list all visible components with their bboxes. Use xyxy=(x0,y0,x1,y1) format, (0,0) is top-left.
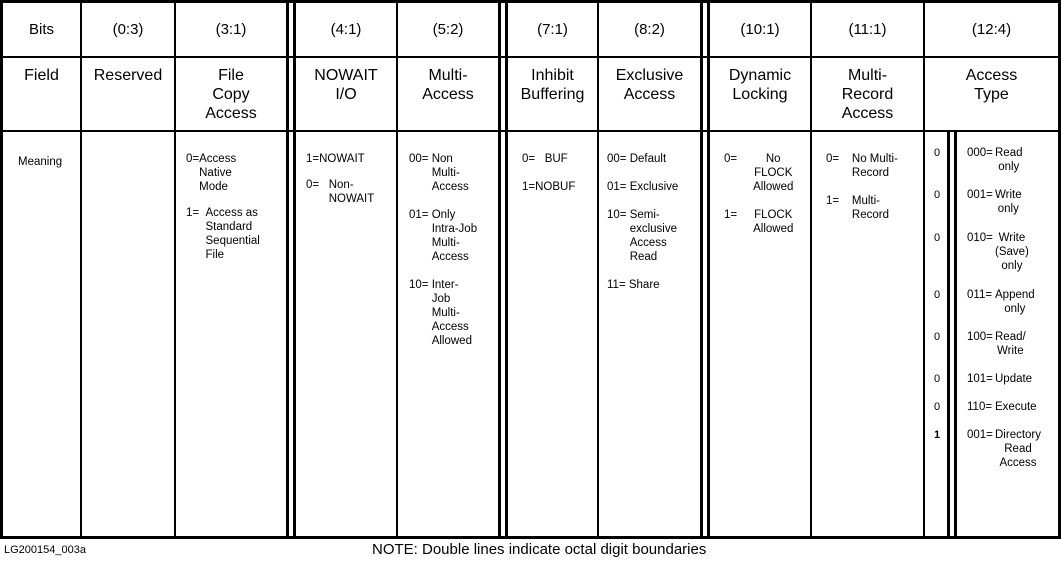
meaning-code: 0= xyxy=(522,153,545,165)
bits-cell: (3:1) xyxy=(215,21,247,38)
field-name: Dynamic Locking xyxy=(728,67,792,103)
field-name: Exclusive Access xyxy=(615,67,684,103)
meaning-entry xyxy=(409,278,497,348)
meaning-code: 10= xyxy=(409,279,432,291)
bits-cell: (0:3) xyxy=(112,21,144,38)
meaning-entry xyxy=(607,152,699,166)
figure-id: LG200154_003a xyxy=(4,544,86,556)
meaning-entry xyxy=(607,208,699,264)
high-bit: 0 xyxy=(934,289,941,301)
bits-cell: (7:1) xyxy=(537,21,568,38)
meaning-entry xyxy=(522,180,596,194)
meaning-entry xyxy=(186,152,284,194)
meaning-entry xyxy=(607,180,699,194)
bits-cell: (8:2) xyxy=(634,21,665,38)
meaning-text: BUF xyxy=(544,153,568,165)
meaning-text: Update xyxy=(995,373,1033,385)
octal-boundary-line xyxy=(947,132,950,537)
meaning-code: 010= xyxy=(967,232,993,244)
meaning-code: 101= xyxy=(967,373,993,385)
meaning-entry xyxy=(607,278,699,292)
bits-cell: (4:1) xyxy=(330,21,362,38)
field-name: Inhibit Buffering xyxy=(520,67,585,103)
high-bit: 0 xyxy=(934,147,941,159)
meaning-code: 001= xyxy=(967,429,993,441)
meaning-code: 00= xyxy=(607,153,630,165)
meaning-code: 11= xyxy=(607,279,629,291)
octal-boundary-line xyxy=(954,132,957,537)
meaning-code: 1= xyxy=(306,153,320,165)
meaning-entry xyxy=(724,208,809,236)
meaning-text: Inter- Job Multi- Access Allowed xyxy=(431,279,472,347)
meaning-text: No Multi- Record xyxy=(851,153,898,179)
footnote: NOTE: Double lines indicate octal digit boundaries xyxy=(372,541,707,558)
meaning-text: Read only xyxy=(995,147,1023,173)
meaning-code: 0= xyxy=(306,179,329,191)
meaning-code: 1= xyxy=(826,195,852,207)
meaning-code: 0= xyxy=(724,153,754,165)
meaning-text: NOWAIT xyxy=(319,153,365,165)
high-bit: 0 xyxy=(934,373,941,385)
meaning-text: Only Intra-Job Multi- Access xyxy=(431,209,478,263)
field-name: Multi- Access xyxy=(422,67,474,103)
meaning-text: Read/ Write xyxy=(995,331,1026,357)
meaning-code: 001= xyxy=(967,189,993,201)
meaning-list xyxy=(306,152,394,220)
meaning-text: Append only xyxy=(995,289,1035,315)
meaning-text: NOBUF xyxy=(535,181,576,193)
row-divider-field xyxy=(0,130,1061,132)
meaning-entry xyxy=(306,152,394,166)
octal-boundary-line xyxy=(700,0,703,539)
bits-cell: (12:4) xyxy=(971,21,1012,38)
meaning-list xyxy=(522,152,596,208)
high-bit: 0 xyxy=(934,189,941,201)
meaning-text: FLOCK Allowed xyxy=(753,209,794,235)
meaning-text: Access as Standard Sequential File xyxy=(205,207,260,261)
bits-cell: (10:1) xyxy=(740,21,780,38)
bits-cell: (5:2) xyxy=(432,21,464,38)
table-bottom-border xyxy=(0,536,1061,539)
meaning-text: Execute xyxy=(995,401,1037,413)
field-name: Multi- Record Access xyxy=(841,67,894,122)
meaning-code: 011= xyxy=(967,289,993,301)
meaning-code: 0= xyxy=(186,153,200,165)
meaning-entry xyxy=(306,178,394,206)
octal-boundary-line xyxy=(286,0,289,539)
meaning-entry xyxy=(826,152,922,180)
meaning-entry xyxy=(826,194,922,222)
meaning-code: 1= xyxy=(186,207,206,219)
meaning-text: Write only xyxy=(995,189,1022,215)
meaning-entry xyxy=(409,208,497,264)
field-name: Reserved xyxy=(93,67,163,84)
bits-cell: (11:1) xyxy=(848,21,887,38)
meaning-text: Semi- exclusive Access Read xyxy=(629,209,678,263)
meaning-code: 110= xyxy=(967,401,993,413)
meaning-text: Non- NOWAIT xyxy=(328,179,375,205)
field-name: File Copy Access xyxy=(205,67,257,122)
meaning-code: 1= xyxy=(724,209,754,221)
meaning-list xyxy=(826,152,922,236)
meaning-list xyxy=(607,152,699,306)
high-bit: 0 xyxy=(934,331,941,343)
meaning-list xyxy=(409,152,497,362)
meaning-text: Exclusive xyxy=(629,181,679,193)
meaning-text: Default xyxy=(629,153,667,165)
meaning-text: No FLOCK Allowed xyxy=(753,153,794,193)
field-name: NOWAIT I/O xyxy=(314,67,378,103)
meaning-list xyxy=(724,152,809,250)
meaning-text: Share xyxy=(628,279,660,291)
meaning-code: 100= xyxy=(967,331,993,343)
octal-boundary-line xyxy=(498,0,501,539)
high-bit: 0 xyxy=(934,401,941,413)
field-row-label: Field xyxy=(24,67,59,84)
meaning-text: Write (Save) only xyxy=(995,232,1029,272)
meaning-list xyxy=(186,152,284,276)
bits-row-label: Bits xyxy=(28,21,54,38)
field-name: Access Type xyxy=(965,67,1018,103)
meaning-code: 000= xyxy=(967,147,993,159)
meaning-text: Non Multi- Access xyxy=(431,153,469,193)
meaning-entry xyxy=(724,152,809,194)
meaning-text: Directory Read Access xyxy=(995,429,1042,469)
meaning-entry xyxy=(522,152,596,166)
meaning-code: 0= xyxy=(826,153,852,165)
meaning-entry xyxy=(409,152,497,194)
meaning-code: 01= xyxy=(409,209,432,221)
meaning-code: 1= xyxy=(522,181,536,193)
meaning-code: 01= xyxy=(607,181,630,193)
meaning-code: 10= xyxy=(607,209,630,221)
meaning-code: 00= xyxy=(409,153,432,165)
meaning-text: Access Native Mode xyxy=(199,153,237,193)
high-bit: 1 xyxy=(934,429,941,441)
meaning-row-label: Meaning xyxy=(18,156,63,168)
meaning-text: Multi- Record xyxy=(851,195,889,221)
high-bit: 0 xyxy=(934,232,941,244)
meaning-entry xyxy=(186,206,284,262)
